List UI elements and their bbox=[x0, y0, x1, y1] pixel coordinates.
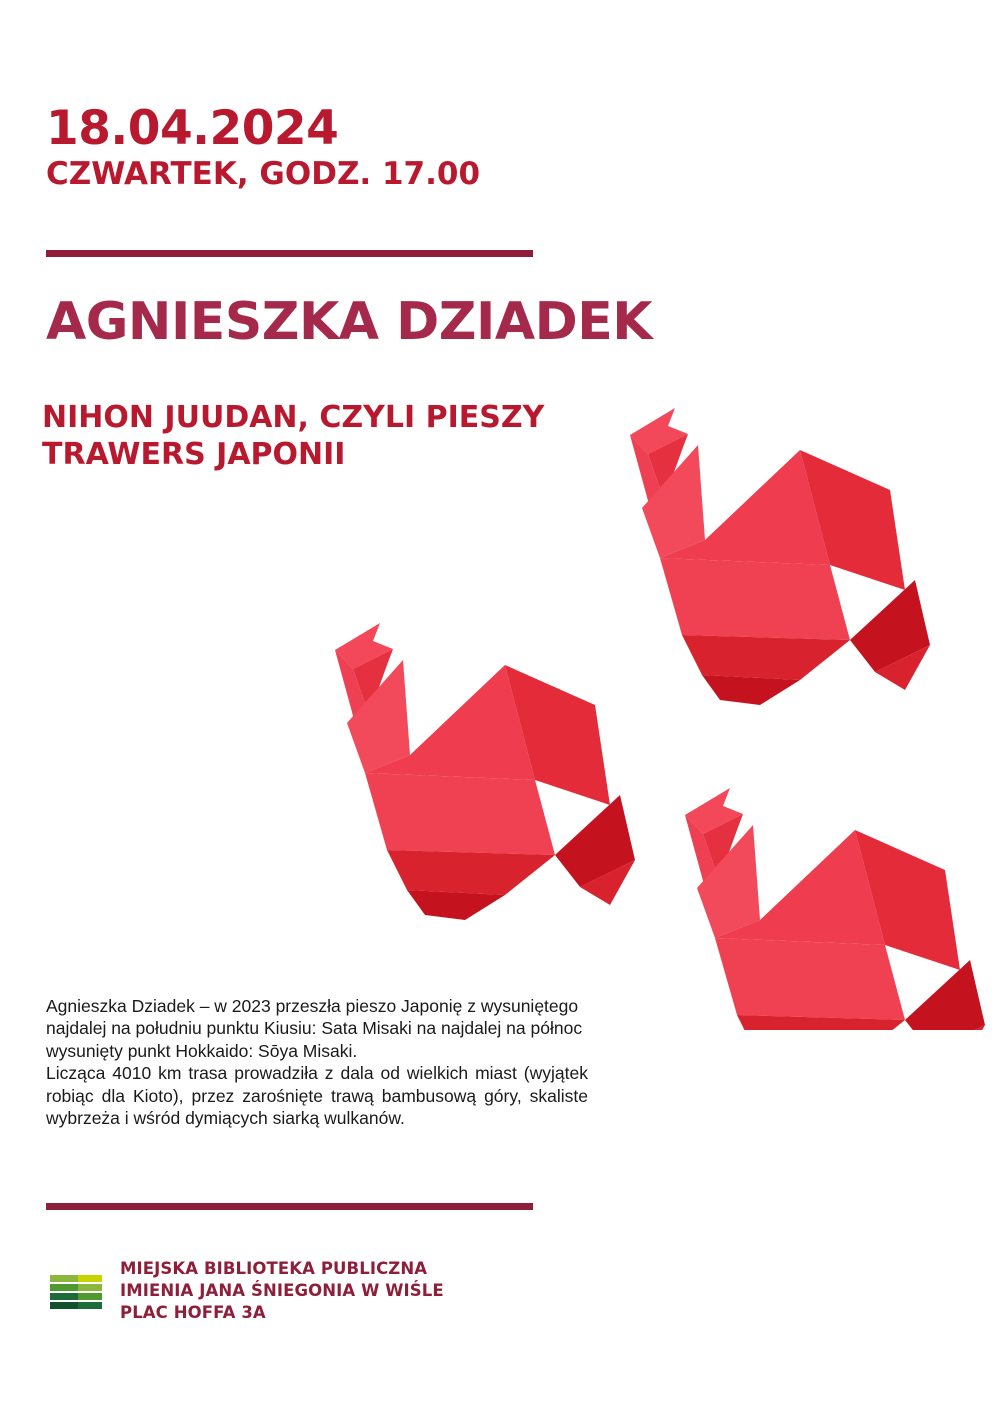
description-paragraph-2: Licząca 4010 km trasa prowadziła z dala od wielkich miast (wyjątek robiąc dla Kioto), przez zarośnięte trawą bambusową góry, skaliste wybrzeża i wśród dymiących siarką wulkanów. bbox=[46, 1063, 588, 1128]
divider-top bbox=[46, 250, 533, 257]
library-logo-icon bbox=[48, 1263, 104, 1319]
event-date: 18.04.2024 bbox=[46, 101, 339, 156]
footer-address bbox=[120, 1258, 444, 1323]
origami-crane-bottom bbox=[685, 788, 985, 1030]
description-paragraph-1: Agnieszka Dziadek – w 2023 przeszła pieszo Japonię z wysuniętego najdalej na południu punktu Kiusiu: Sata Misaki na najdalej na północ wysunięty punkt Hokkaido: Sōya Misaki. bbox=[46, 996, 583, 1061]
divider-bottom bbox=[46, 1203, 533, 1210]
footer bbox=[48, 1258, 444, 1323]
footer-line-1: MIEJSKA BIBLIOTEKA PUBLICZNA bbox=[120, 1259, 428, 1278]
footer-line-2: IMIENIA JANA ŚNIEGONIA W WIŚLE bbox=[120, 1280, 444, 1300]
event-day-time: CZWARTEK, GODZ. 17.00 bbox=[46, 156, 481, 192]
origami-cranes-illustration bbox=[330, 390, 1000, 1030]
footer-line-3: PLAC HOFFA 3A bbox=[120, 1302, 266, 1322]
event-description bbox=[46, 995, 588, 1129]
page-title: AGNIESZKA DZIADEK bbox=[46, 292, 653, 352]
event-subtitle: NIHON JUUDAN, CZYLI PIESZY TRAWERS JAPONII bbox=[42, 400, 545, 472]
origami-crane-top bbox=[630, 408, 930, 705]
origami-crane-middle bbox=[335, 623, 635, 920]
event-date-block bbox=[46, 101, 646, 192]
